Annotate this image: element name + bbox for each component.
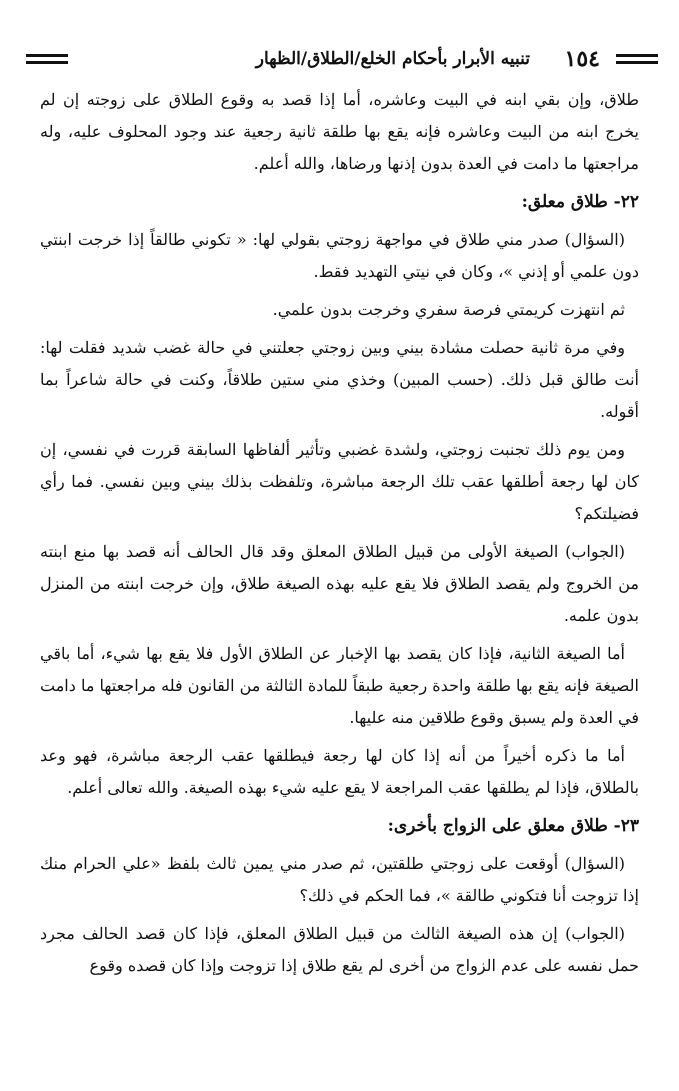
paragraph: طلاق، وإن بقي ابنه في البيت وعاشره، أما إذا قصد به وقوع الطلاق على زوجته إن لم يخرج ابنه من البيت وعاشره فإنه يقع بها طلقة ثانية رجعية عند وجود المحلوف عليه، وله مراجعتها ما دامت في العدة بدون إذنها ورضاها، والله أعلم. [40, 90, 639, 173]
paragraph: أما ما ذكره أخيراً من أنه إذا كان لها رجعة فيطلقها عقب الرجعة مباشرة، فهو وعد بالطلاق، فإذا لم يطلقها عقب المراجعة لا يقع عليه شيء بهذه الصيغة. والله تعالى أعلم. [40, 746, 639, 797]
page-number: ١٥٤ [564, 46, 600, 72]
paragraph: وفي مرة ثانية حصلت مشادة بيني وبين زوجتي جعلتني في حالة غضب شديد فقلت لها: أنت طالق قبل ذلك. (حسب المبين) وخذي مني ستين طلاقاً، وكنت في حالة شاعراً بما أقوله. [40, 338, 639, 421]
page-header [26, 44, 658, 74]
paragraph: أما الصيغة الثانية، فإذا كان يقصد بها الإخبار عن الطلاق الأول فلا يقع بها شيء، أما باقي الصيغة فإنه يقع بها طلقة واحدة رجعية طبقاً للمادة الثالثة من القانون فله مراجعتها ما دامت في العدة ولم يسبق وقوع طلاقين منه عليها. [40, 644, 639, 727]
page-body [40, 84, 639, 988]
paragraph: (السؤال) أوقعت على زوجتي طلقتين، ثم صدر مني يمين ثالث بلفظ «علي الحرام منك إذا تزوجت أنا فتكوني طالقة »، فما الحكم في ذلك؟ [40, 854, 639, 905]
section-heading: ٢٢- طلاق معلق: [521, 192, 639, 212]
paragraph: ومن يوم ذلك تجنبت زوجتي، ولشدة غضبي وتأثير ألفاظها السابقة قررت في نفسي، إن كان لها رجعة أطلقها عقب تلك الرجعة مباشرة، وتلفظت بذلك بيني وبين نفسي. فما رأي فضيلتكم؟ [40, 440, 639, 523]
header-rule-left [26, 54, 68, 64]
header-rule-right [616, 54, 658, 64]
paragraph: (الجواب) الصيغة الأولى من قبيل الطلاق المعلق وقد قال الحالف أنه قصد بها منع ابنته من الخروج ولم يقصد الطلاق فلا يقع عليه بهذه الصيغة طلاق، وإن خرجت ابنته من المنزل بدون علمه. [40, 542, 639, 625]
paragraph: ثم انتهزت كريمتي فرصة سفري وخرجت بدون علمي. [272, 300, 625, 319]
running-title: تنبيه الأبرار بأحكام الخلع/الطلاق/الظهار [255, 49, 530, 69]
paragraph: (السؤال) صدر مني طلاق في مواجهة زوجتي بقولي لها: « تكوني طالقاً إذا خرجت ابنتي دون علمي أو إذني »، وكان في نيتي التهديد فقط. [40, 230, 639, 281]
section-heading: ٢٣- طلاق معلق على الزواج بأخرى: [387, 816, 639, 836]
paragraph: (الجواب) إن هذه الصيغة الثالث من قبيل الطلاق المعلق، فإذا كان قصد الحالف مجرد حمل نفسه على عدم الزواج من أخرى لم يقع طلاق إذا تزوجت وإذا كان قصده وقوع [40, 924, 639, 975]
